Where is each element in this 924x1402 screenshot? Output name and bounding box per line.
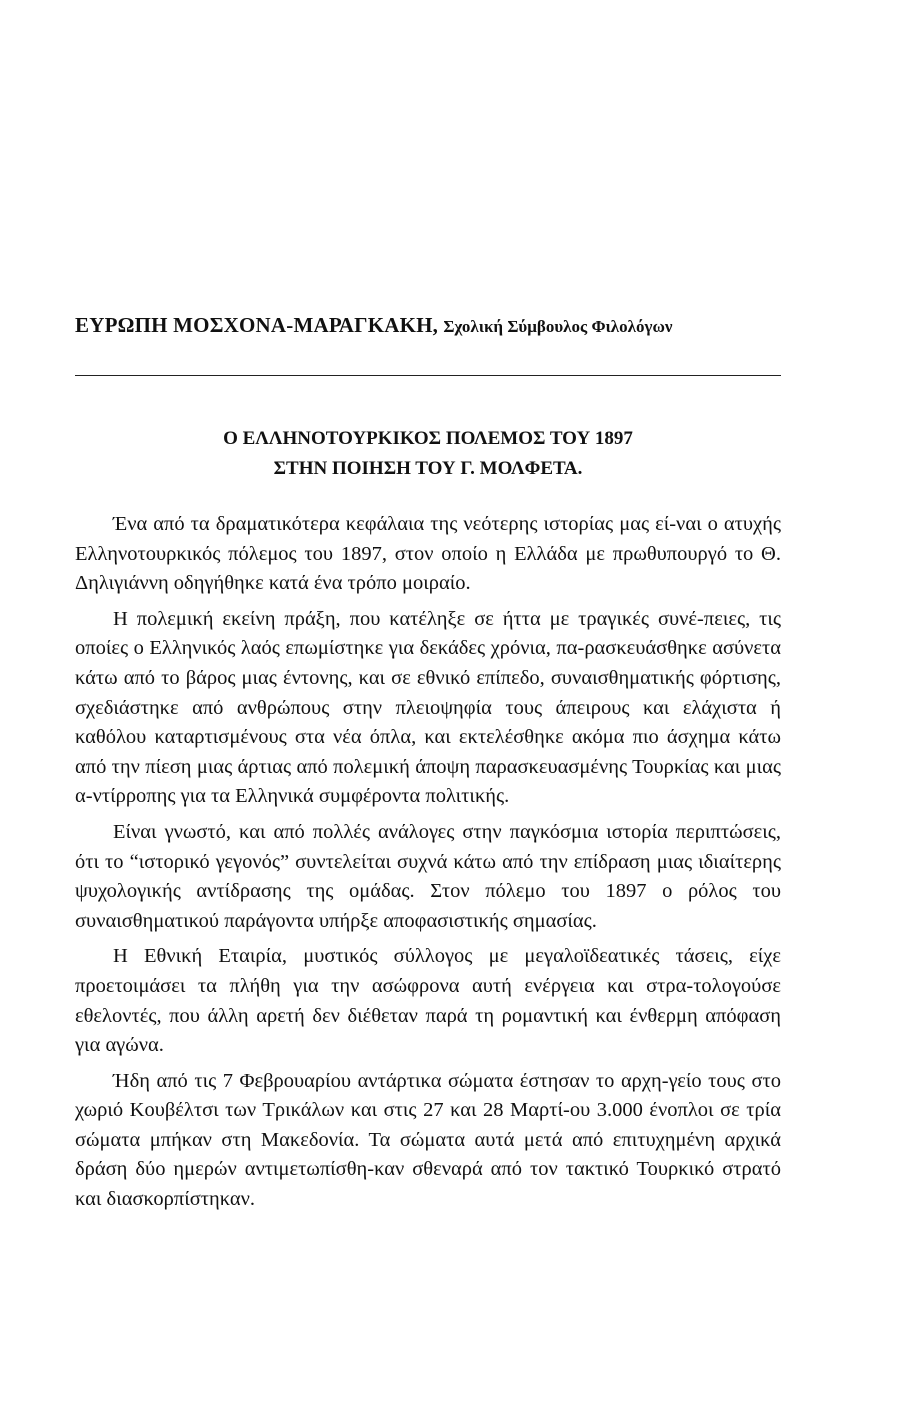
article-title xyxy=(75,424,781,484)
separator-rule xyxy=(75,375,781,376)
article-body xyxy=(75,510,781,1221)
body-paragraph-5: Ήδη από τις 7 Φεβρουαρίου αντάρτικα σώματα έστησαν το αρχη-γείο τους στο χωριό Κουβέλτσι των Τρικάλων και στις 27 και 28 Μαρτί-ου 3.000 ένοπλοι σε τρία σώματα μπήκαν στη Μακεδονία. Τα σώματα αυτά μετά από επιτυχημένη αρχικά δράση δύο ημερών αντιμετωπίσθη-καν σθεναρά από τον τακτικό Τουρκικό στρατό και διασκορπίστηκαν. xyxy=(75,1069,781,1211)
author-name: ΕΥΡΩΠΗ ΜΟΣΧΟΝΑ-ΜΑΡΑΓΚΑΚΗ, xyxy=(75,313,439,337)
article-title-line-1: Ο ΕΛΛΗΝΟΤΟΥΡΚΙΚΟΣ ΠΟΛΕΜΟΣ ΤΟΥ 1897 xyxy=(223,428,633,449)
body-paragraph-2: Η πολεμική εκείνη πράξη, που κατέληξε σε ήττα με τραγικές συνέ-πειες, τις οποίες ο Ελληνικός λαός επωμίστηκε για δεκάδες χρόνια, πα-ρασκευάσθηκε ασύνετα κάτω από το βάρος μιας έντονης, και σε εθνικό επίπεδο, συναισθηματικής φόρτισης, σχεδιάστηκε από ανθρώπους στην πλειοψηφία τους άπειρους και ελάχιστα ή καθόλου καταρτισμένους στα νέα όπλα, και εκτελέσθηκε ακόμα πιο άσχημα κάτω από την πίεση μιας άρτιας από πολεμική άποψη παρασκευασμένης Τουρκίας και μιας α-ντίρροπης για τα Ελληνικά συμφέροντα πολιτικής. xyxy=(75,607,781,808)
body-paragraph-1: Ένα από τα δραματικότερα κεφάλαια της νεότερης ιστορίας μας εί-ναι ο ατυχής Ελληνοτουρκικός πόλεμος του 1897, στον οποίο η Ελλάδα με πρωθυπουργό το Θ. Δηλιγιάννη οδηγήθηκε κατά ένα τρόπο μοιραίο. xyxy=(75,513,781,595)
article-title-line-2: ΣΤΗΝ ΠΟΙΗΣΗ ΤΟΥ Γ. ΜΟΛΦΕΤΑ. xyxy=(273,458,583,479)
author-role: Σχολική Σύμβουλος Φιλολόγων xyxy=(443,317,673,336)
author-line xyxy=(75,312,795,340)
body-paragraph-4: Η Εθνική Εταιρία, μυστικός σύλλογος με μεγαλοϊδεατικές τάσεις, είχε προετοιμάσει τα πλήθη για την ασώφρονα αυτή ενέργεια και στρα-τολογούσε εθελοντές, που άλλη αρετή δεν διέθεταν παρά τη ρομαντική και ένθερμη απόφαση για αγώνα. xyxy=(75,945,781,1057)
body-paragraph-3: Είναι γνωστό, και από πολλές ανάλογες στην παγκόσμια ιστορία περιπτώσεις, ότι το “ιστορικό γεγονός” συντελείται συχνά κάτω από την επίδραση μιας ιδιαίτερης ψυχολογικής αντίδρασης της ομάδας. Στον πόλεμο του 1897 ο ρόλος του συναισθηματικού παράγοντα υπήρξε αποφασιστικής σημασίας. xyxy=(75,820,781,932)
